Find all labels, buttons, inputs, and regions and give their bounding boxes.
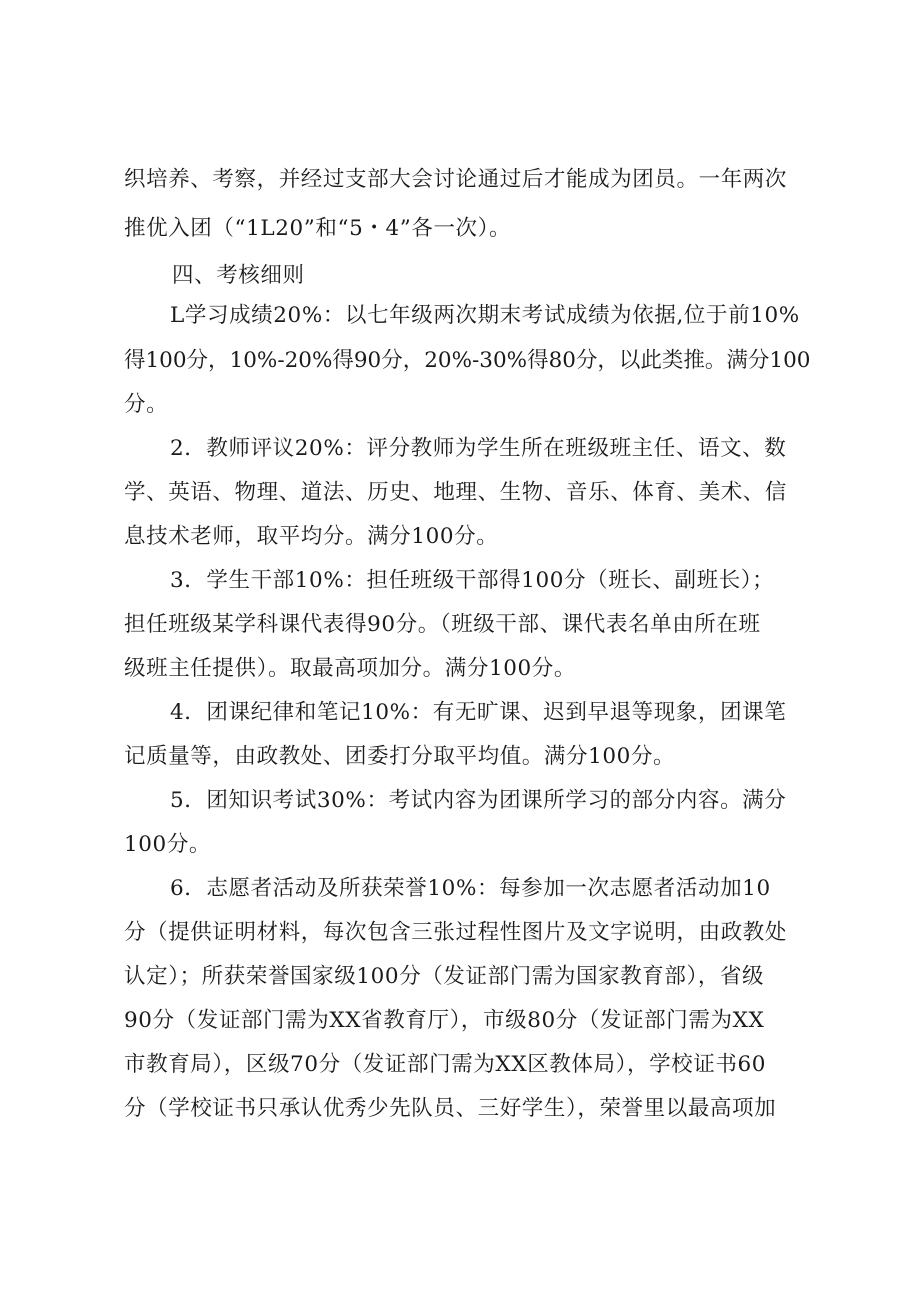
text-line-1: 织培养、考察，并经过支部大会讨论通过后才能成为团员。一年两次 xyxy=(124,167,788,192)
text-line-16: 100分。 xyxy=(124,832,212,857)
text-line-12: 级班主任提供）。取最高项加分。满分100分。 xyxy=(124,656,576,681)
text-line-19: 认定）；所获荣誉国家级100分（发证部门需为国家教育部），省级 xyxy=(124,964,765,989)
text-line-9: 息技术老师，取平均分。满分100分。 xyxy=(124,524,499,549)
text-line-7: 2．教师评议20%：评分教师为学生所在班级班主任、语文、数 xyxy=(170,436,787,461)
text-line-22: 分（学校证书只承认优秀少先队员、三好学生），荣誉里以最高项加 xyxy=(124,1096,777,1121)
text-line-15: 5．团知识考试30%：考试内容为团课所学习的部分内容。满分 xyxy=(170,788,787,813)
text-line-2: 推优入团（“1L20”和“5・4”各一次）。 xyxy=(124,216,512,241)
text-line-17: 6．志愿者活动及所获荣誉10%：每参加一次志愿者活动加10 xyxy=(170,876,771,901)
text-line-14: 记质量等，由政教处、团委打分取平均值。满分100分。 xyxy=(124,744,676,769)
text-line-4: L学习成绩20%：以七年级两次期末考试成绩为依据,位于前10% xyxy=(170,303,800,328)
section-heading: 四、考核细则 xyxy=(172,263,305,288)
text-line-20: 90分（发证部门需为XX省教育厅），市级80分（发证部门需为XX xyxy=(124,1008,765,1033)
text-line-5: 得100分，10%-20%得90分，20%-30%得80分，以此类推。满分100 xyxy=(124,348,811,373)
text-line-10: 3．学生干部10%：担任班级干部得100分（班长、副班长）； xyxy=(170,568,775,593)
text-line-6: 分。 xyxy=(124,392,169,417)
text-line-8: 学、英语、物理、道法、历史、地理、生物、音乐、体育、美术、信 xyxy=(124,480,788,505)
text-line-18: 分（提供证明材料，每次包含三张过程性图片及文字说明，由政教处 xyxy=(124,920,788,945)
text-line-21: 市教育局），区级70分（发证部门需为XX区教体局），学校证书60 xyxy=(124,1052,767,1077)
text-line-13: 4．团课纪律和笔记10%：有无旷课、迟到早退等现象，团课笔 xyxy=(170,700,787,725)
text-line-11: 担任班级某学科课代表得90分。（班级干部、课代表名单由所在班 xyxy=(124,612,761,637)
